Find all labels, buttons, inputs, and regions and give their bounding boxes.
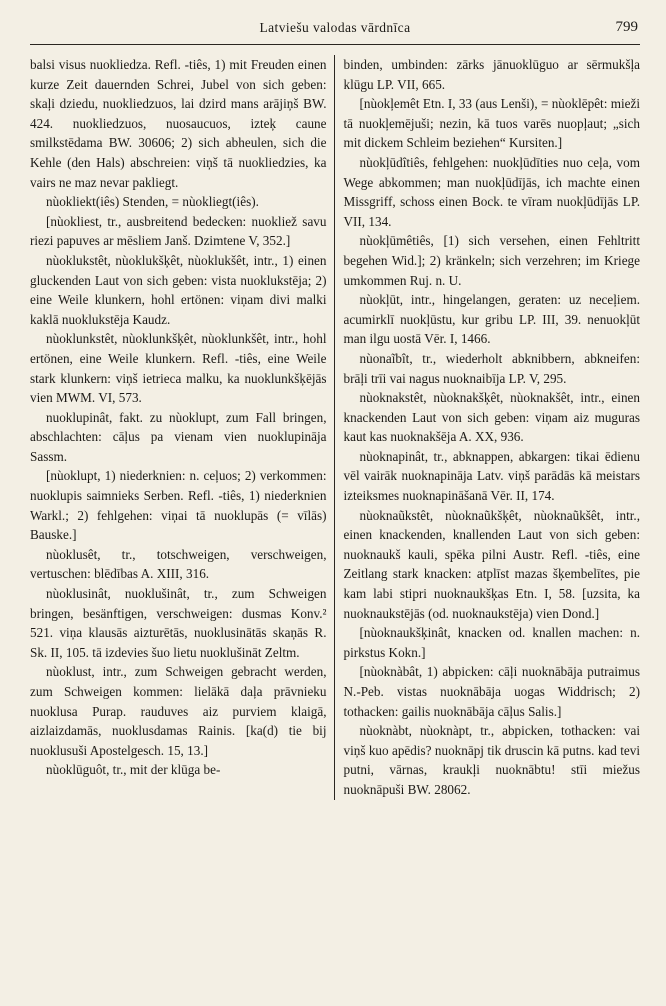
dictionary-entry: nuoklupinât, fakt. zu nùoklupt, zum Fall bringen, abschlachten: cāļus pa vienam vien nuoklupināja Sassm. [30, 409, 327, 464]
dictionary-entry: nùokļūdîtiês, fehlgehen: nuokļūdīties nuo ceļa, vom Wege abkommen; man nuokļūdījās, ich machte einen Missgriff, schoss einen Bock. te vīram nuokļūdījās LP. VII, 134. [343, 154, 640, 229]
dictionary-entry: nùoknapinât, tr., abknappen, abkargen: tikai ēdienu vēl vairāk nuoknapināja Latv. viņš parādās kā meistars izteiksmes nuoknapināšanā Vēr. II, 174. [343, 448, 640, 504]
dictionary-entry: balsi visus nuokliedza. Refl. -tiês, 1) mit Freuden einen kurze Zeit dauernden Schrei, Jubel von sich geben: skaļi dziedu, nuokliedzuos, lai dzird mans arājiņš BW. 424. nuokliedzuos, nuosaucuos, izteķ caune smilkstēdama BW. 30606; 2) sich abheulen, sich die Kehle (den Hals) abschreien: viņš tā nuokliedzies, ka vairs ne maz nevar pakliegt. [30, 57, 327, 190]
dictionary-entry: nùoklunkstêt, nùoklunkšķêt, nùoklunkšêt, intr., hohl ertönen, eine Weile klunkern. Refl. -tiês, eine Weile stark klunkern: viņš ietrieca malku, ka nuoklunkšķējās vien MWM. VI, 573. [30, 331, 327, 406]
left-column [30, 55, 334, 800]
page-number: 799 [615, 19, 638, 35]
running-title: Latviešu valodas vārdnīca [259, 20, 411, 35]
dictionary-entry: nùonaĩbît, tr., wiederholt abknibbern, abkneifen: brāļi trīi vai nagus nuoknaibīja LP. V, 295. [343, 350, 640, 386]
dictionary-entry: nùoklusêt, tr., totschweigen, verschweigen, vertuschen: blēdības A. XIII, 316. [30, 546, 327, 582]
dictionary-entry: nùoklusinât, nuoklušinât, tr., zum Schweigen bringen, besänftigen, verschweigen: dusmas Konv.² 521. viņa klausās aizturētās, nuoklusinātās skaņās R. Sk. II, 105. tā izdevies šuo lietu nuoklušināt Zeltm. [30, 586, 327, 660]
dictionary-entry: [nùokļemêt Etn. I, 33 (aus Lenši), = nùoklēpêt: mieži tā nuokļemējuši; nezin, kā tuos varēs nuopļaut; „sich mit dickem Schleim beziehen“ Kursiten.] [343, 96, 640, 151]
dictionary-entry: nùoknakstêt, nùoknakšķêt, nùoknakšêt, intr., einen knackenden Laut von sich geben: viņam aiz muguras kaut kas nuoknakšēja A. XX, 936. [343, 390, 640, 445]
dictionary-entry: [nùoklupt, 1) niederknien: n. ceļuos; 2) verkommen: nuoklupis saimnieks Serben. Refl. -tiês, 1) niederknien Warkl.; 2) fehlgehen: viņai tā nuoklupās (= vīlās) Bauske.] [30, 468, 327, 543]
columns [30, 55, 640, 800]
dictionary-entry: nùokļūmêtiês, [1) sich versehen, einen Fehltritt begehen Wid.]; 2) kränkeln; sich verzehren; im Kriege umkommen Ruj. n. U. [343, 233, 640, 288]
right-column [335, 55, 641, 800]
dictionary-entry: nùoklust, intr., zum Schweigen gebracht werden, zum Schweigen kommen: lielākā daļa prāvnieku nuoklusa Purap. rauduves aiz purviem klaigā, aizlaizdamās, nuoklusdamas Rainis. [ka(d) tie bij nuoklusuši Apostelgesch. 15, 13.] [30, 664, 327, 758]
dictionary-entry: nùokliekt(iês) Stenden, = nùokliegt(iês). [46, 194, 259, 210]
dictionary-entry: nùokļūt, intr., hingelangen, geraten: uz neceļiem. acumirklī nuokļūstu, kur gribu LP. III, 39. nenuokļūt man ilgu uostā Vēr. I, 1466. [343, 292, 640, 347]
dictionary-entry: nùoknàbt, nùoknàpt, tr., abpicken, tothacken: vai viņš kuo apēdis? nuoknāpj tik druscin kā putns. kad tevi putni, vārnas, kraukļi nuoknābtu! stīi miežus nuoknāpuši BW. 28062. [343, 723, 640, 797]
dictionary-entry: nùoklukstêt, nùoklukšķêt, nùoklukšêt, intr., 1) einen gluckenden Laut von sich geben: vista nuoklukstēja; 2) eine Weile klunkern, hohl ertönen: viņam divi malki kaklā nuoklukstēja Kaudz. [30, 252, 327, 327]
dictionary-entry: nùoknaũkstêt, nùoknaũkšķêt, nùoknaũkšêt, intr., einen knackenden, knallenden Laut von sich geben: nuoknaukš kauli, spēka pilni Austr. Refl. -tiês, eine Zeitlang stark knacken: atplīst mazas šķembelītes, pie kam labi stipri nuoknaukšķas Etn. I, 58. [uzsita, ka nuoknaukstējās (od. nuoknaukstēja) vien Dond.] [343, 507, 640, 621]
dictionary-entry: [nùoknàbât, 1) abpicken: cāļi nuoknābāja putraimus N.-Peb. vistas nuoknābāja uogas Widdrisch; 2) tothacken: gailis nuoknābāja cāļus Salis.] [343, 664, 640, 719]
dictionary-entry: [nùokliest, tr., ausbreitend bedecken: nuokliež savu riezi papuves ar mēsliem Janš. Dzimtene V, 352.] [30, 213, 327, 249]
dictionary-entry: [nùoknaukšķinât, knacken od. knallen machen: n. pirkstus Kokn.] [343, 625, 640, 660]
dictionary-entry: binden, umbinden: zārks jānuoklūguo ar sērmukšļa klūgu LP. VII, 665. [343, 57, 640, 92]
dictionary-entry: nùoklūguôt, tr., mit der klūga be- [46, 762, 221, 778]
page-header [30, 20, 640, 45]
